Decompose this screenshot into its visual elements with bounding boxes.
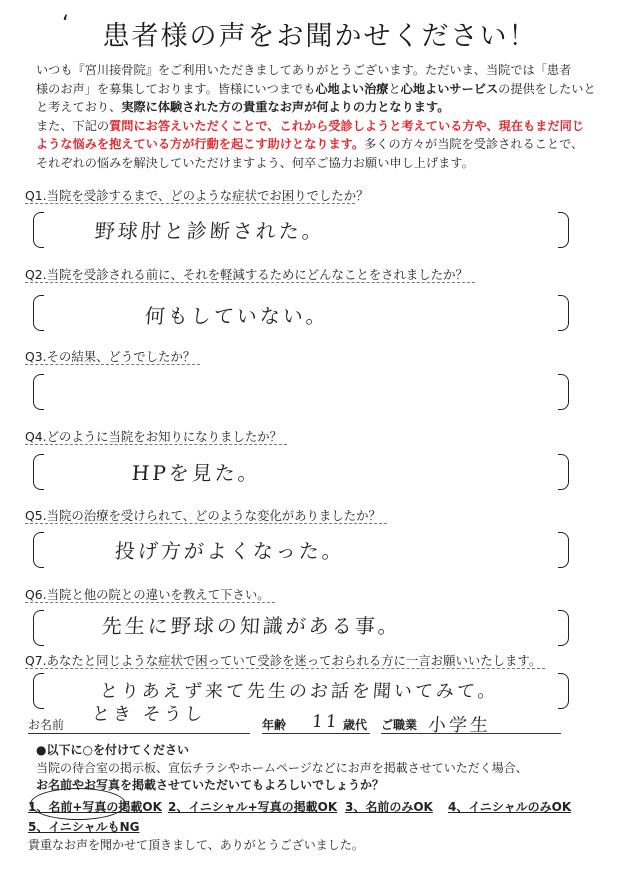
question-6: Q6.当院と他の院との違いを教えて下さい。 — [25, 587, 270, 602]
intro-line-1: いつも『宮川接骨院』をご利用いただきましてありがとうございます。ただいま、当院では「患者 — [36, 63, 572, 77]
intro-line-2: 様のお声」を募集しております。皆様にいつまでも心地よい治療と心地よいサービスの提供をしたいと — [36, 81, 596, 96]
answer-bracket-right — [558, 212, 569, 248]
question-7: Q7.あなたと同じような症状で困っていて受診を迷っておられる方に一言お願いいたします。 — [25, 653, 542, 668]
question-5: Q5.当院の治療を受けられて、どのような変化がありましたか？ — [25, 508, 381, 523]
answer-bracket-left — [33, 374, 44, 410]
age-value: 11 — [311, 712, 341, 732]
decorative-tick: ‘ — [62, 12, 69, 37]
job-value: 小学生 — [427, 715, 492, 736]
thanks-text: 貴重なお声を聞かせて頂きまして、ありがとうございました。 — [28, 838, 364, 852]
selection-circle — [30, 788, 126, 820]
answer-bracket-right — [558, 295, 569, 331]
answer-bracket-right — [558, 610, 569, 646]
consent-line-2: お名前やお写真を掲載させていただいてもよろしいでしょうか？ — [36, 778, 385, 792]
name-value: とき そうし — [91, 704, 207, 725]
intro-line-4: また、下記の質問にお答えいただくことで、これから受診しようと考えている方や、現在もまだ同じ — [36, 118, 584, 133]
answer-4: HPを見た。 — [131, 461, 262, 485]
question-underline — [25, 364, 200, 365]
option-2[interactable]: 2、イニシャル+写真の掲載OK — [168, 800, 338, 814]
answer-5: 投げ方がよくなった。 — [114, 539, 346, 563]
question-4: Q4.どのように当院をお知りになりましたか？ — [25, 429, 282, 444]
option-4[interactable]: 4、イニシャルのみOK — [448, 800, 572, 814]
question-underline — [25, 444, 287, 445]
answer-bracket-left — [33, 610, 44, 646]
intro-line-6: それぞれの悩みを解決していただけますよう、何卒ご協力お願い申し上げます。 — [36, 155, 474, 170]
answer-2: 何もしていない。 — [144, 304, 330, 328]
answer-6: 先生に野球の知識がある事。 — [101, 614, 402, 638]
answer-bracket-right — [558, 532, 569, 568]
question-underline — [25, 602, 275, 603]
name-underline — [28, 733, 250, 734]
consent-heading: ●以下に○を付けてください — [36, 743, 189, 757]
question-underline — [25, 668, 545, 669]
answer-bracket-right — [558, 374, 569, 410]
question-underline — [25, 203, 355, 204]
name-label: お名前 — [28, 718, 65, 732]
job-underline — [381, 733, 561, 734]
answer-bracket-right — [558, 454, 569, 490]
answer-7: とりあえず来て先生のお話を聞いてみて。 — [99, 681, 500, 702]
answer-1: 野球肘と診断された。 — [94, 219, 326, 243]
page-title: 患者様の声をお聞かせください！ — [102, 21, 538, 52]
option-5[interactable]: 5、イニシャルもNG — [28, 820, 140, 834]
intro-line-5: ような悩みを抱えている方が行動を起こす助けとなります。多くの方々が当院を受診されることで、 — [36, 137, 584, 152]
answer-bracket-left — [33, 673, 44, 709]
answer-bracket-left — [33, 212, 44, 248]
job-label: ご職業 — [381, 718, 418, 732]
answer-bracket-left — [33, 454, 44, 490]
question-3: Q3.その結果、どうでしたか？ — [25, 349, 196, 364]
question-underline — [25, 282, 475, 283]
intro-text — [36, 61, 616, 173]
age-underline — [262, 733, 370, 734]
question-1: Q1.当院を受診するまで、どのような症状でお困りでしたか？ — [25, 188, 369, 203]
option-3[interactable]: 3、名前のみOK — [345, 800, 433, 814]
option-1[interactable]: 1、名前+写真の掲載OK — [28, 800, 162, 814]
answer-bracket-right — [558, 673, 569, 709]
age-suffix: 歳代 — [343, 718, 368, 732]
question-2: Q2.当院を受診される前に、それを軽減するためにどんなことをされましたか？ — [25, 267, 468, 282]
answer-bracket-left — [33, 295, 44, 331]
answer-bracket-left — [33, 532, 44, 568]
age-label: 年齢 — [262, 718, 287, 732]
question-underline — [25, 523, 387, 524]
intro-line-3: と考えており、実際に体験された方の貴重なお声が何よりの力となります。 — [36, 100, 450, 115]
consent-line-1: 当院の待合室の掲示板、宣伝チラシやホームページなどにお声を掲載させていただく場合、 — [36, 761, 528, 775]
